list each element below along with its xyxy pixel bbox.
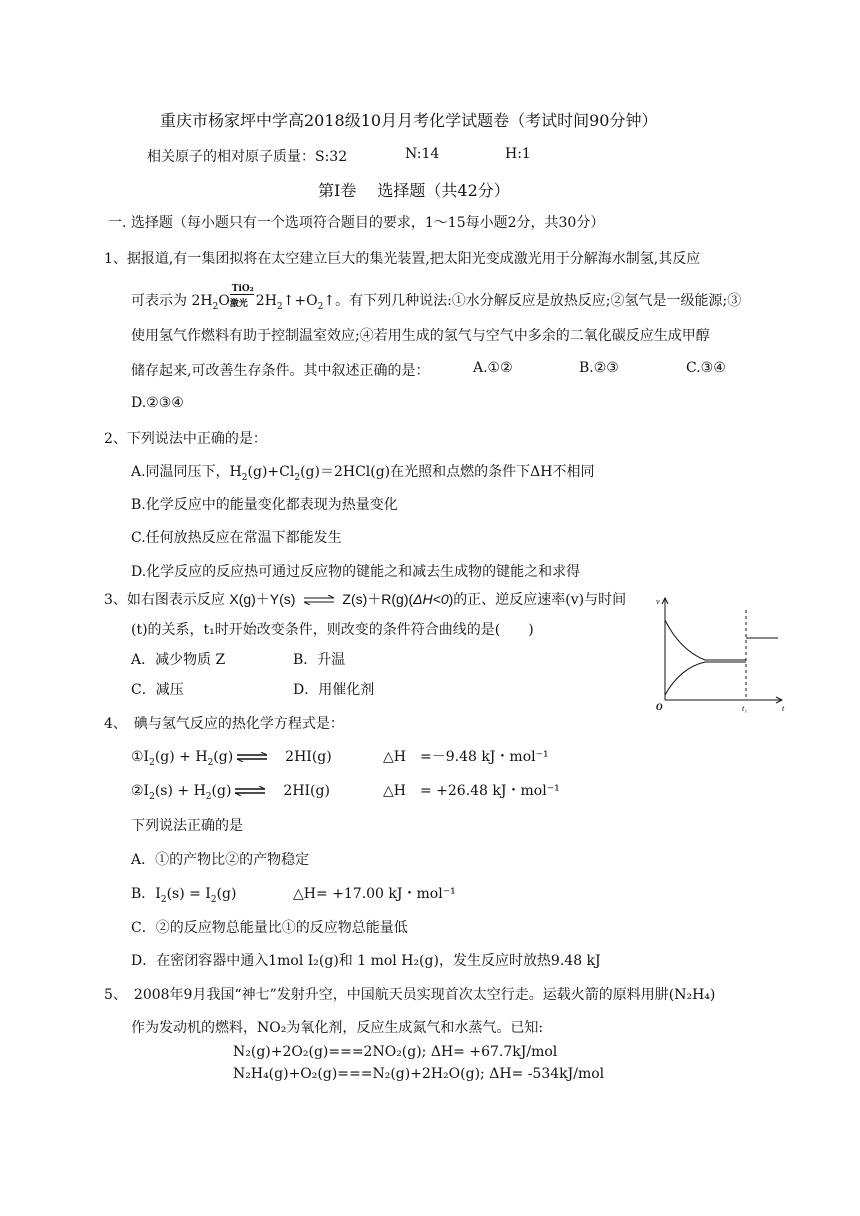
q4-equation-1: $①I_2(g) + H_2(g)$ 2HI(g) bbox=[131, 749, 332, 768]
equilibrium-arrow-icon bbox=[302, 595, 336, 605]
atomic-mass-n: N:14 bbox=[405, 146, 440, 162]
q4-option-a: A．①的产物比②的产物稳定 bbox=[131, 852, 310, 868]
q4-option-c: C．②的反应物总能量比①的反应物总能量低 bbox=[131, 920, 408, 936]
q2-option-c: C.任何放热反应在常温下都能发生 bbox=[131, 530, 342, 546]
rate-time-graph bbox=[650, 590, 790, 715]
q5-equation-2: N₂H₄(g)+O₂(g)===N₂(g)+2H₂O(g); ΔH= -534kJ/mol bbox=[233, 1066, 605, 1082]
q4-stem: 4、 碘与氢气反应的热化学方程式是： bbox=[104, 716, 344, 732]
q1-line1: 1、据报道,有一集团拟将在太空建立巨大的集光装置,把太阳光变成激光用于分解海水制氢,其反应 bbox=[104, 251, 701, 267]
reaction-condition: TiO₂ 激光 bbox=[229, 284, 254, 309]
q2-option-d: D.化学反应的反应热可通过反应物的键能之和减去生成物的键能之和求得 bbox=[131, 564, 581, 580]
q1-line3: 使用氢气作燃料有助于控制温室效应;④若用生成的氢气与空气中多余的二氧化碳反应生成甲醇 bbox=[131, 328, 710, 344]
q4-option-b-dh: △H= +17.00 kJ・mol⁻¹ bbox=[293, 886, 456, 902]
q1-option-c: C.③④ bbox=[686, 360, 726, 376]
q2-option-b: B.化学反应中的能量变化都表现为热量变化 bbox=[131, 497, 398, 513]
q1-line2: 可表示为 $2H_2O$ TiO₂ 激光 $2H_2↑+O_2↑$。有下列几种说法:①水分解反应是放热反应;②氢气是一级能源;③ bbox=[131, 284, 742, 312]
q1-line4: 储存起来,可改善生存条件。其中叙述正确的是： bbox=[131, 363, 430, 379]
q1-line2-pre: 可表示为 bbox=[131, 293, 187, 309]
q2-stem: 2、下列说法中正确的是： bbox=[104, 431, 267, 447]
q5-line2: 作为发动机的燃料，NO₂为氧化剂，反应生成氮气和水蒸气。已知: bbox=[131, 1020, 544, 1036]
q4-equation-2-dh: △H = +26.48 kJ・mol⁻¹ bbox=[383, 783, 560, 799]
q1-option-d: D.②③④ bbox=[131, 395, 184, 411]
q1-line2-post: 。有下列几种说法:①水分解反应是放热反应;②氢气是一级能源;③ bbox=[335, 293, 742, 309]
q5-equation-1: N₂(g)+2O₂(g)===2NO₂(g); ΔH= +67.7kJ/mol bbox=[233, 1044, 558, 1060]
exam-title: 重庆市杨家坪中学高2018级10月月考化学试题卷（考试时间90分钟） bbox=[160, 111, 658, 130]
q4-option-d: D．在密闭容器中通入1mol I₂(g)和 1 mol H₂(g)，发生反应时放热9.48 kJ bbox=[131, 953, 601, 969]
q1-option-a: A.①② bbox=[473, 360, 513, 376]
graph-t-label: t bbox=[782, 704, 785, 713]
graph-t1-label: t₁ bbox=[742, 704, 748, 713]
q4-equation-1-dh: △H =－9.48 kJ・mol⁻¹ bbox=[383, 749, 549, 765]
q3-line2: (t)的关系，t₁时开始改变条件，则改变的条件符合曲线的是( ) bbox=[131, 622, 534, 638]
graph-origin-label: O bbox=[656, 702, 663, 712]
graph-v-label: v bbox=[656, 597, 660, 606]
q3-option-d: D．用催化剂 bbox=[293, 682, 375, 698]
q3-option-b: B．升温 bbox=[293, 652, 346, 668]
q4-option-b: B．$I_2(s) = I_2(g)$ bbox=[131, 886, 237, 905]
q1-option-b: B.②③ bbox=[579, 360, 619, 376]
part-one-instructions: 一. 选择题（每小题只有一个选项符合题目的要求，1～15每小题2分，共30分） bbox=[108, 215, 605, 231]
atomic-mass-h: H:1 bbox=[505, 146, 531, 162]
q4-prompt: 下列说法正确的是 bbox=[131, 818, 243, 834]
q3-line1-post: 的正、逆反应速率(v)与时间 bbox=[453, 592, 627, 608]
equilibrium-arrow-icon bbox=[233, 786, 267, 796]
q3-option-c: C．减压 bbox=[131, 682, 184, 698]
equilibrium-arrow-icon bbox=[235, 752, 269, 762]
atomic-mass-label: 相关原子的相对原子质量：S:32 bbox=[147, 149, 348, 165]
q3-line1: 3、如右图表示反应 X(g)＋Y(s) Z(s)＋R(g)(ΔH<0)的正、逆反应速率(v)与时间 bbox=[104, 591, 627, 608]
section-title: 第Ⅰ卷 选择题（共42分） bbox=[318, 181, 510, 200]
q5-line1: 5、 2008年9月我国“神七”发射升空，中国航天员实现首次太空行走。运载火箭的原料用肼(N₂H₄) bbox=[104, 987, 716, 1003]
q2-option-a: A.同温同压下，$H_2(g)+Cl_2(g)=2HCl(g)$在光照和点燃的条件下ΔH不相同 bbox=[131, 464, 595, 483]
q4-equation-2: $②I_2(s) + H_2(g)$ 2HI(g) bbox=[131, 783, 330, 802]
q3-option-a: A．减少物质 Z bbox=[131, 652, 226, 668]
